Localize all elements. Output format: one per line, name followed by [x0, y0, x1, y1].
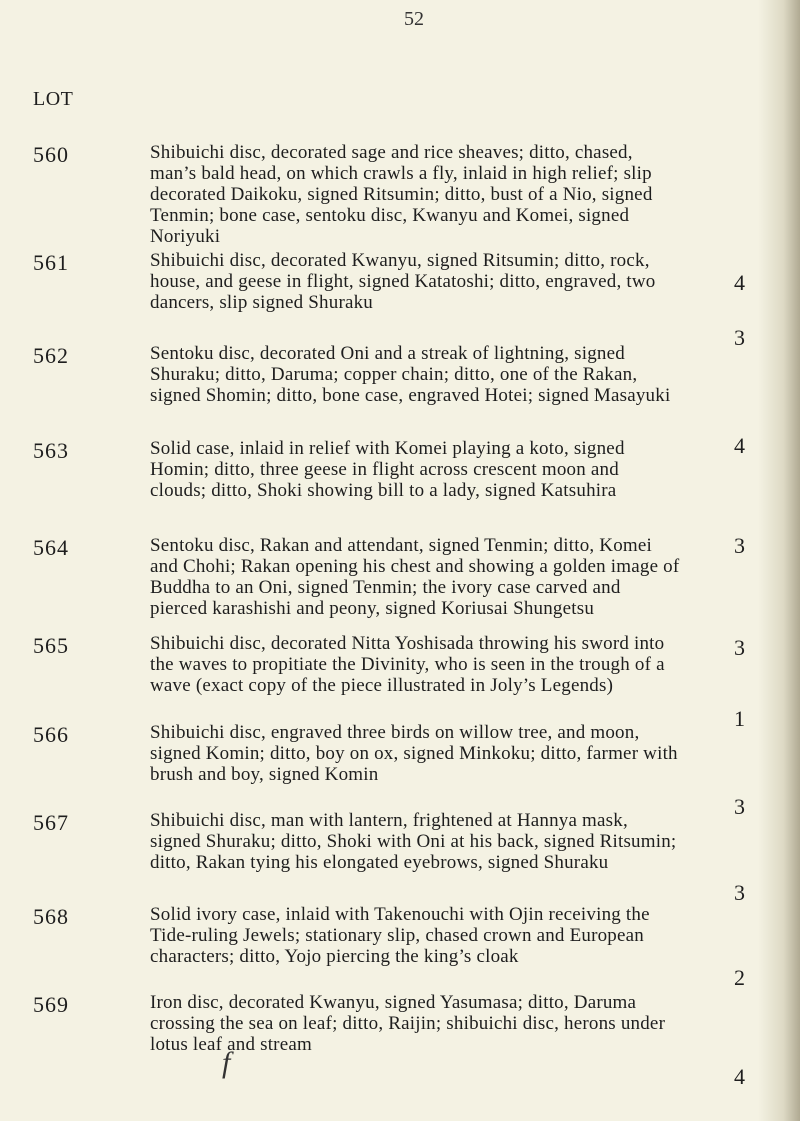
lot-number: 562: [33, 343, 69, 368]
lot-quantity: 4: [734, 433, 745, 458]
lot-description: Sentoku disc, Rakan and attendant, signed Tenmin; ditto, Komei and Chohi; Rakan opening his chest and showing a golden image of Buddha to an Oni, signed Tenmin; the ivory case carved and pierced karashishi and peony, signed Koriusai Shungetsu: [150, 535, 680, 619]
lot-quantity: 3: [734, 635, 745, 660]
lot-quantity: 3: [734, 794, 745, 819]
lot-number: 563: [33, 438, 69, 463]
lot-description: Sentoku disc, decorated Oni and a streak of lightning, signed Shuraku; ditto, Daruma; copper chain; ditto, one of the Rakan, signed Shomin; ditto, bone case, engraved Hotei; signed Masayuki: [150, 343, 671, 406]
lot-column-header: LOT: [33, 88, 74, 110]
lot-quantity: 3: [734, 325, 745, 350]
lot-quantity: 4: [734, 270, 745, 295]
lot-number: 567: [33, 810, 69, 835]
lot-quantity: 1: [734, 706, 745, 731]
lot-description: Shibuichi disc, decorated Nitta Yoshisada throwing his sword into the waves to propitiate the Divinity, who is seen in the trough of a wave (exact copy of the piece illustrated in Joly’s Legends): [150, 633, 665, 696]
lot-description: Shibuichi disc, decorated sage and rice sheaves; ditto, chased, man’s bald head, on which crawls a fly, inlaid in high relief; slip decorated Daikoku, signed Ritsumin; ditto, bust of a Nio, signed Tenmin; bone case, sentoku disc, Kwanyu and Komei, signed Noriyuki: [150, 142, 653, 247]
lot-quantity: 3: [734, 533, 745, 558]
lot-number: 568: [33, 904, 69, 929]
lot-number: 564: [33, 535, 69, 560]
lot-number: 561: [33, 250, 69, 275]
lot-number: 569: [33, 992, 69, 1017]
lot-quantity: 3: [734, 880, 745, 905]
lot-description: Shibuichi disc, decorated Kwanyu, signed Ritsumin; ditto, rock, house, and geese in flight, signed Katatoshi; ditto, engraved, two dancers, slip signed Shuraku: [150, 250, 656, 313]
lot-description: Shibuichi disc, man with lantern, frightened at Hannya mask, signed Shuraku; ditto, Shoki with Oni at his back, signed Ritsumin; ditto, Rakan tying his elongated eyebrows, signed Shuraku: [150, 810, 677, 873]
lot-number: 565: [33, 633, 69, 658]
page-edge-shadow: [758, 0, 800, 1121]
lot-number: 560: [33, 142, 69, 167]
lot-number: 566: [33, 722, 69, 747]
lot-description: Iron disc, decorated Kwanyu, signed Yasumasa; ditto, Daruma crossing the sea on leaf; ditto, Raijin; shibuichi disc, herons under lotus leaf and stream: [150, 992, 666, 1055]
lot-description: Shibuichi disc, engraved three birds on willow tree, and moon, signed Komin; ditto, boy on ox, signed Minkoku; ditto, farmer with brush and boy, signed Komin: [150, 722, 678, 785]
pencil-mark: f: [222, 1046, 231, 1079]
page-number: 52: [404, 8, 424, 30]
lot-description: Solid case, inlaid in relief with Komei playing a koto, signed Homin; ditto, three geese in flight across crescent moon and clouds; ditto, Shoki showing bill to a lady, signed Katsuhira: [150, 438, 625, 501]
lot-quantity: 4: [734, 1064, 745, 1089]
lot-quantity: 2: [734, 965, 745, 990]
lot-description: Solid ivory case, inlaid with Takenouchi with Ojin receiving the Tide-ruling Jewels; stationary slip, chased crown and European characters; ditto, Yojo piercing the king’s cloak: [150, 904, 650, 967]
